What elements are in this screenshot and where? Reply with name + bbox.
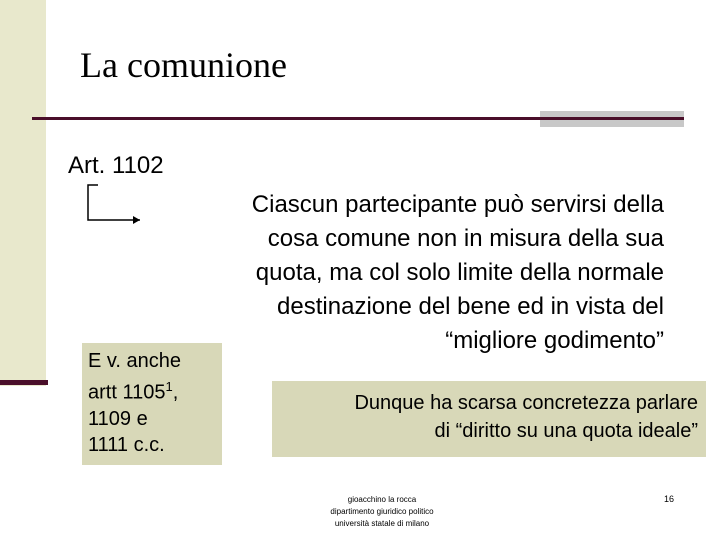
see-also-line: 1109 e bbox=[88, 407, 148, 430]
see-also-line: 1111 c.c. bbox=[88, 433, 165, 456]
footer-line: gioacchino la rocca bbox=[347, 495, 417, 504]
see-also-text: artt 1105 bbox=[88, 381, 166, 404]
quote-line: Ciascun partecipante può servirsi della bbox=[251, 191, 664, 218]
article-quote bbox=[178, 188, 664, 358]
title-rule-accent-line bbox=[540, 117, 684, 120]
left-bar-divider bbox=[0, 380, 48, 385]
footer-line: dipartimento giuridico politico bbox=[330, 507, 434, 516]
conclusion-line: Dunque ha scarsa concretezza parlare bbox=[354, 392, 698, 414]
see-also-line: E v. anche bbox=[88, 350, 182, 372]
title-rule bbox=[32, 117, 540, 120]
quote-line: cosa comune non in misura della sua bbox=[267, 225, 664, 252]
slide-footer bbox=[296, 494, 468, 530]
see-also-line bbox=[88, 374, 216, 406]
quote-line: “migliore godimento” bbox=[445, 327, 664, 354]
left-decorative-bar bbox=[0, 0, 46, 386]
see-also-box bbox=[82, 343, 222, 465]
page-number: 16 bbox=[664, 494, 675, 504]
article-label: Art. 1102 bbox=[68, 152, 164, 179]
conclusion-line: di “diritto su una quota ideale” bbox=[434, 420, 698, 442]
quote-line: destinazione del bene ed in vista del bbox=[277, 293, 664, 320]
see-also-superscript: 1 bbox=[165, 379, 173, 394]
quote-line: quota, ma col solo limite della normale bbox=[255, 259, 664, 286]
conclusion-box bbox=[272, 381, 706, 457]
bent-right-arrow-icon bbox=[84, 184, 144, 226]
see-also-text: , bbox=[172, 381, 179, 404]
slide-title: La comunione bbox=[80, 45, 287, 85]
footer-line: università statale di milano bbox=[334, 519, 430, 528]
